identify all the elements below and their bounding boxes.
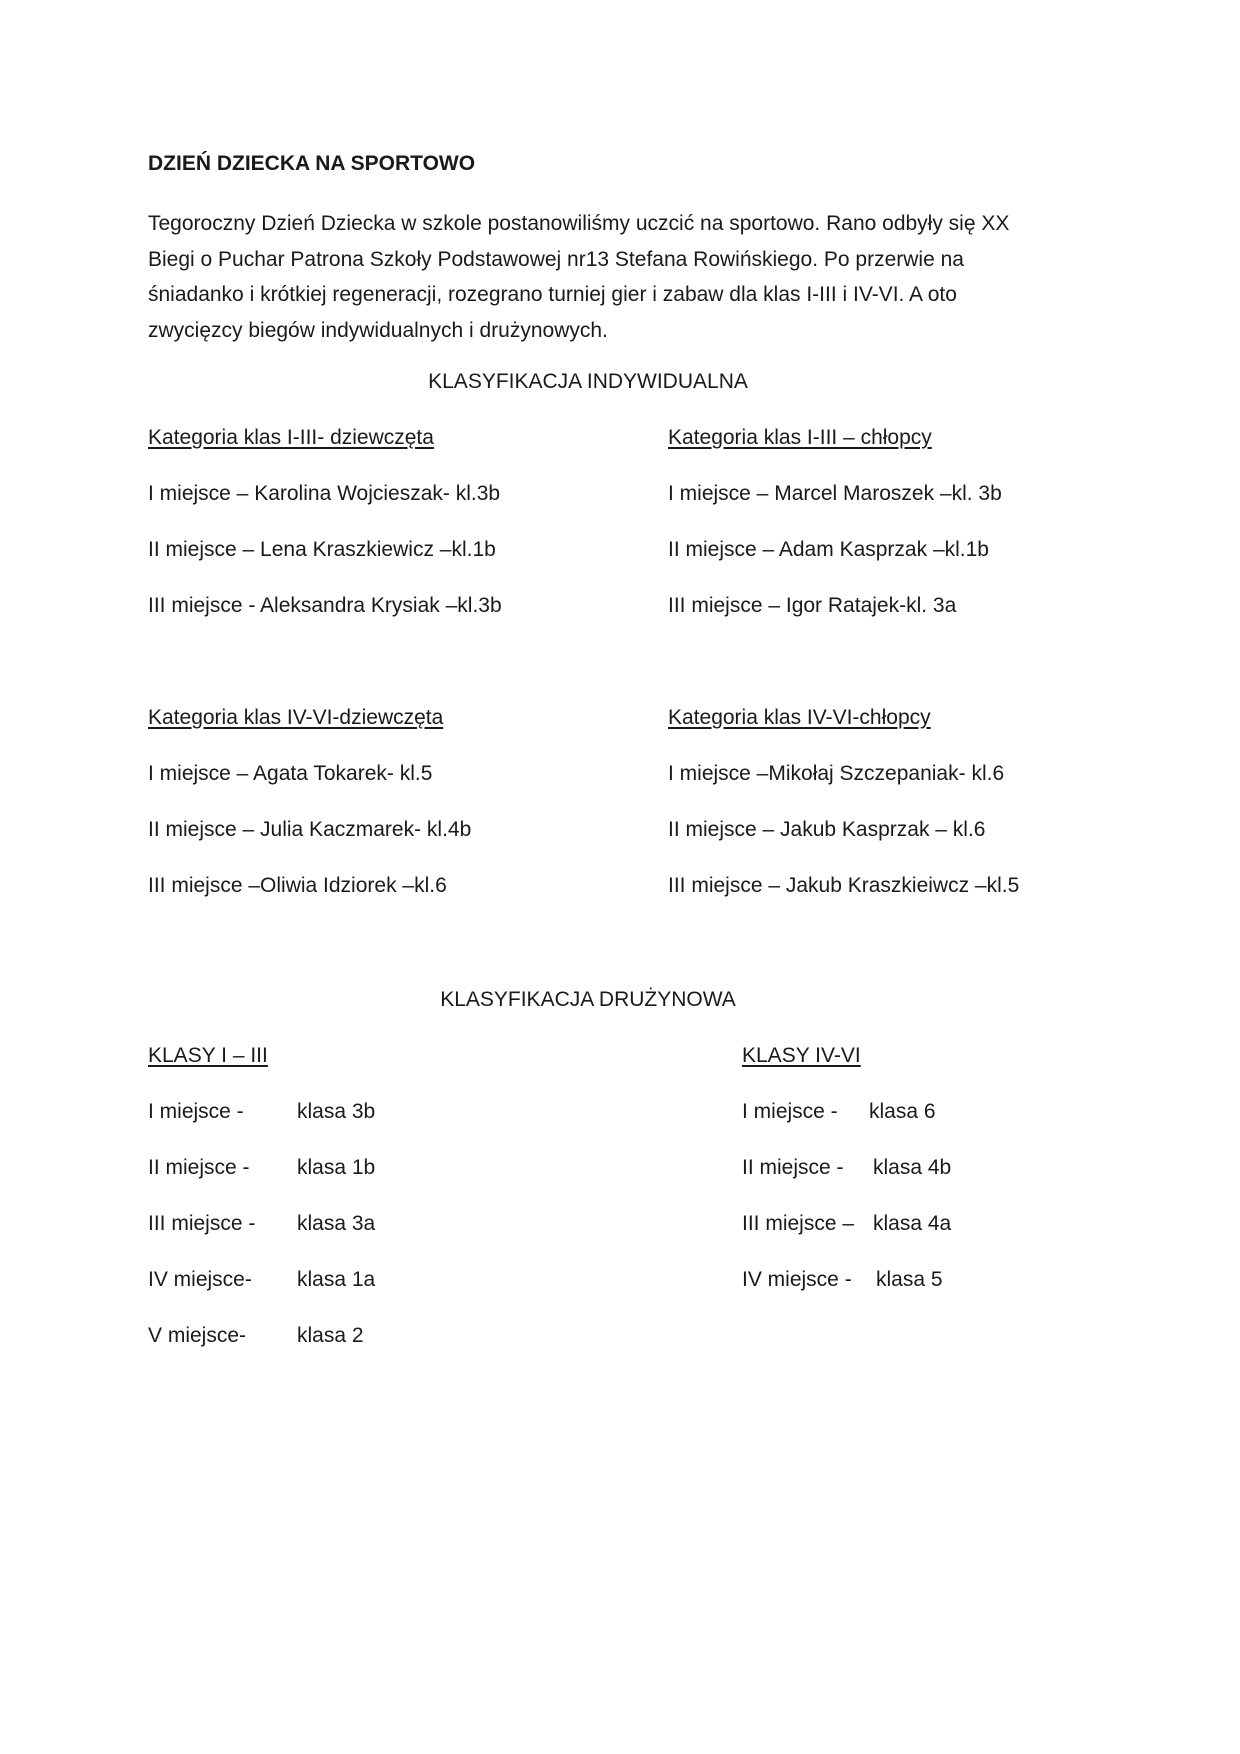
intro-line: zwycięzcy biegów indywidualnych i drużynowych. — [148, 318, 608, 342]
team-class: klasa 2 — [297, 1324, 364, 1347]
intro-line: Biegi o Puchar Patrona Szkoły Podstawowej nr13 Stefana Rowińskiego. Po przerwie na — [148, 247, 964, 271]
team-place: I miejsce - — [148, 1100, 244, 1123]
place-entry: I miejsce – Agata Tokarek- kl.5 — [148, 762, 433, 785]
team-classes-4-6-title: KLASY IV-VI — [742, 1044, 861, 1067]
document-title: DZIEŃ DZIECKA NA SPORTOWO — [148, 152, 476, 175]
category-girls-1-3-title: Kategoria klas I-III- dziewczęta — [148, 426, 434, 449]
team-classes-1-3-title: KLASY I – III — [148, 1044, 268, 1067]
team-class: klasa 4b — [873, 1156, 952, 1179]
category-girls-4-6-title: Kategoria klas IV-VI-dziewczęta — [148, 706, 444, 729]
place-entry: I miejsce –Mikołaj Szczepaniak- kl.6 — [668, 762, 1005, 785]
place-entry: III miejsce – Jakub Kraszkieiwcz –kl.5 — [668, 874, 1020, 897]
category-boys-1-3-title: Kategoria klas I-III – chłopcy — [668, 426, 932, 449]
team-class: klasa 3b — [297, 1100, 376, 1123]
team-row — [148, 1098, 548, 1126]
team-row — [742, 1266, 1142, 1294]
team-class: klasa 1a — [297, 1268, 376, 1291]
team-place: III miejsce – — [742, 1212, 855, 1235]
category-boys-4-6-title: Kategoria klas IV-VI-chłopcy — [668, 706, 931, 729]
place-entry: II miejsce – Adam Kasprzak –kl.1b — [668, 538, 989, 561]
intro-line: śniadanko i krótkiej regeneracji, rozegrano turniej gier i zabaw dla klas I-III i IV-VI. A oto — [148, 283, 957, 306]
individual-heading: KLASYFIKACJA INDYWIDUALNA — [428, 370, 748, 393]
place-entry: II miejsce – Julia Kaczmarek- kl.4b — [148, 818, 472, 841]
team-class: klasa 3a — [297, 1212, 376, 1235]
team-place: IV miejsce- — [148, 1268, 252, 1291]
team-class: klasa 5 — [876, 1268, 943, 1291]
place-entry: III miejsce –Oliwia Idziorek –kl.6 — [148, 874, 447, 897]
team-place: III miejsce - — [148, 1212, 256, 1235]
place-entry: I miejsce – Karolina Wojcieszak- kl.3b — [148, 482, 501, 505]
team-place: II miejsce - — [742, 1156, 844, 1179]
team-class: klasa 4a — [873, 1212, 952, 1235]
intro-line: Tegoroczny Dzień Dziecka w szkole postanowiliśmy uczcić na sportowo. Rano odbyły się XX — [148, 212, 1010, 235]
team-row — [148, 1154, 548, 1182]
place-entry: III miejsce - Aleksandra Krysiak –kl.3b — [148, 594, 502, 617]
team-class: klasa 1b — [297, 1156, 376, 1179]
intro-paragraph — [148, 206, 1098, 348]
team-class: klasa 6 — [869, 1100, 936, 1123]
team-row — [742, 1154, 1142, 1182]
team-row — [742, 1210, 1142, 1238]
team-place: IV miejsce - — [742, 1268, 852, 1291]
team-row — [148, 1266, 548, 1294]
team-row — [148, 1322, 548, 1350]
team-row — [148, 1210, 548, 1238]
place-entry: I miejsce – Marcel Maroszek –kl. 3b — [668, 482, 1002, 505]
team-heading: KLASYFIKACJA DRUŻYNOWA — [440, 988, 736, 1011]
place-entry: II miejsce – Lena Kraszkiewicz –kl.1b — [148, 538, 496, 561]
team-place: I miejsce - — [742, 1100, 838, 1123]
team-place: II miejsce - — [148, 1156, 250, 1179]
team-row — [742, 1098, 1142, 1126]
team-place: V miejsce- — [148, 1324, 247, 1347]
place-entry: III miejsce – Igor Ratajek-kl. 3a — [668, 594, 957, 617]
place-entry: II miejsce – Jakub Kasprzak – kl.6 — [668, 818, 986, 841]
